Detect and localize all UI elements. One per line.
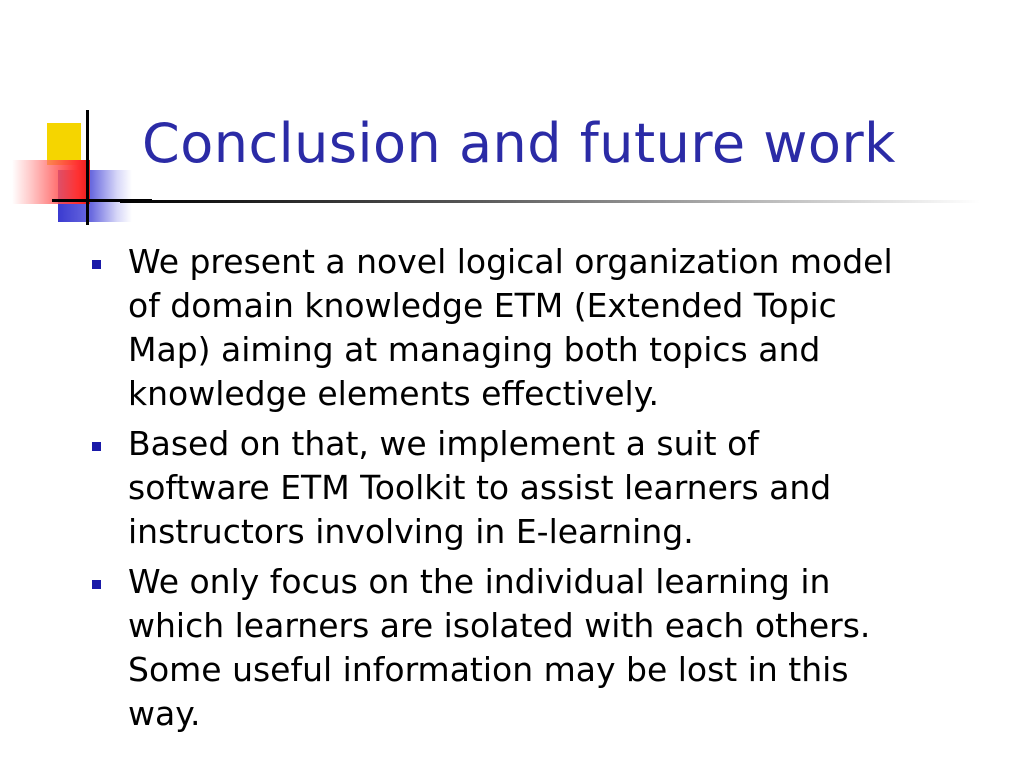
bullet-line: Map) aiming at managing both topics and (128, 330, 821, 369)
slide-title: Conclusion and future work (142, 112, 896, 175)
square-bullet-icon (92, 260, 101, 269)
title-underline (120, 200, 980, 203)
bullet-line: software ETM Toolkit to assist learners and (128, 468, 832, 507)
bullet-line: knowledge elements effectively. (128, 374, 660, 413)
bullet-line: way. (128, 694, 201, 733)
bullet-item (88, 422, 988, 554)
bullet-line: Based on that, we implement a suit of (128, 424, 759, 463)
bullet-item (88, 560, 988, 736)
decoration-red-square (12, 160, 90, 204)
square-bullet-icon (92, 580, 101, 589)
bullet-line: of domain knowledge ETM (Extended Topic (128, 286, 837, 325)
decoration-yellow-square (47, 123, 81, 165)
bullet-line: Some useful information may be lost in this (128, 650, 849, 689)
square-bullet-icon (92, 442, 101, 451)
bullet-item (88, 240, 988, 416)
bullet-line: which learners are isolated with each others. (128, 606, 871, 645)
decoration-vertical-line (86, 110, 89, 225)
bullet-line: We only focus on the individual learning in (128, 562, 831, 601)
bullet-list (88, 240, 988, 742)
bullet-line: instructors involving in E-learning. (128, 512, 694, 551)
bullet-line: We present a novel logical organization model (128, 242, 893, 281)
